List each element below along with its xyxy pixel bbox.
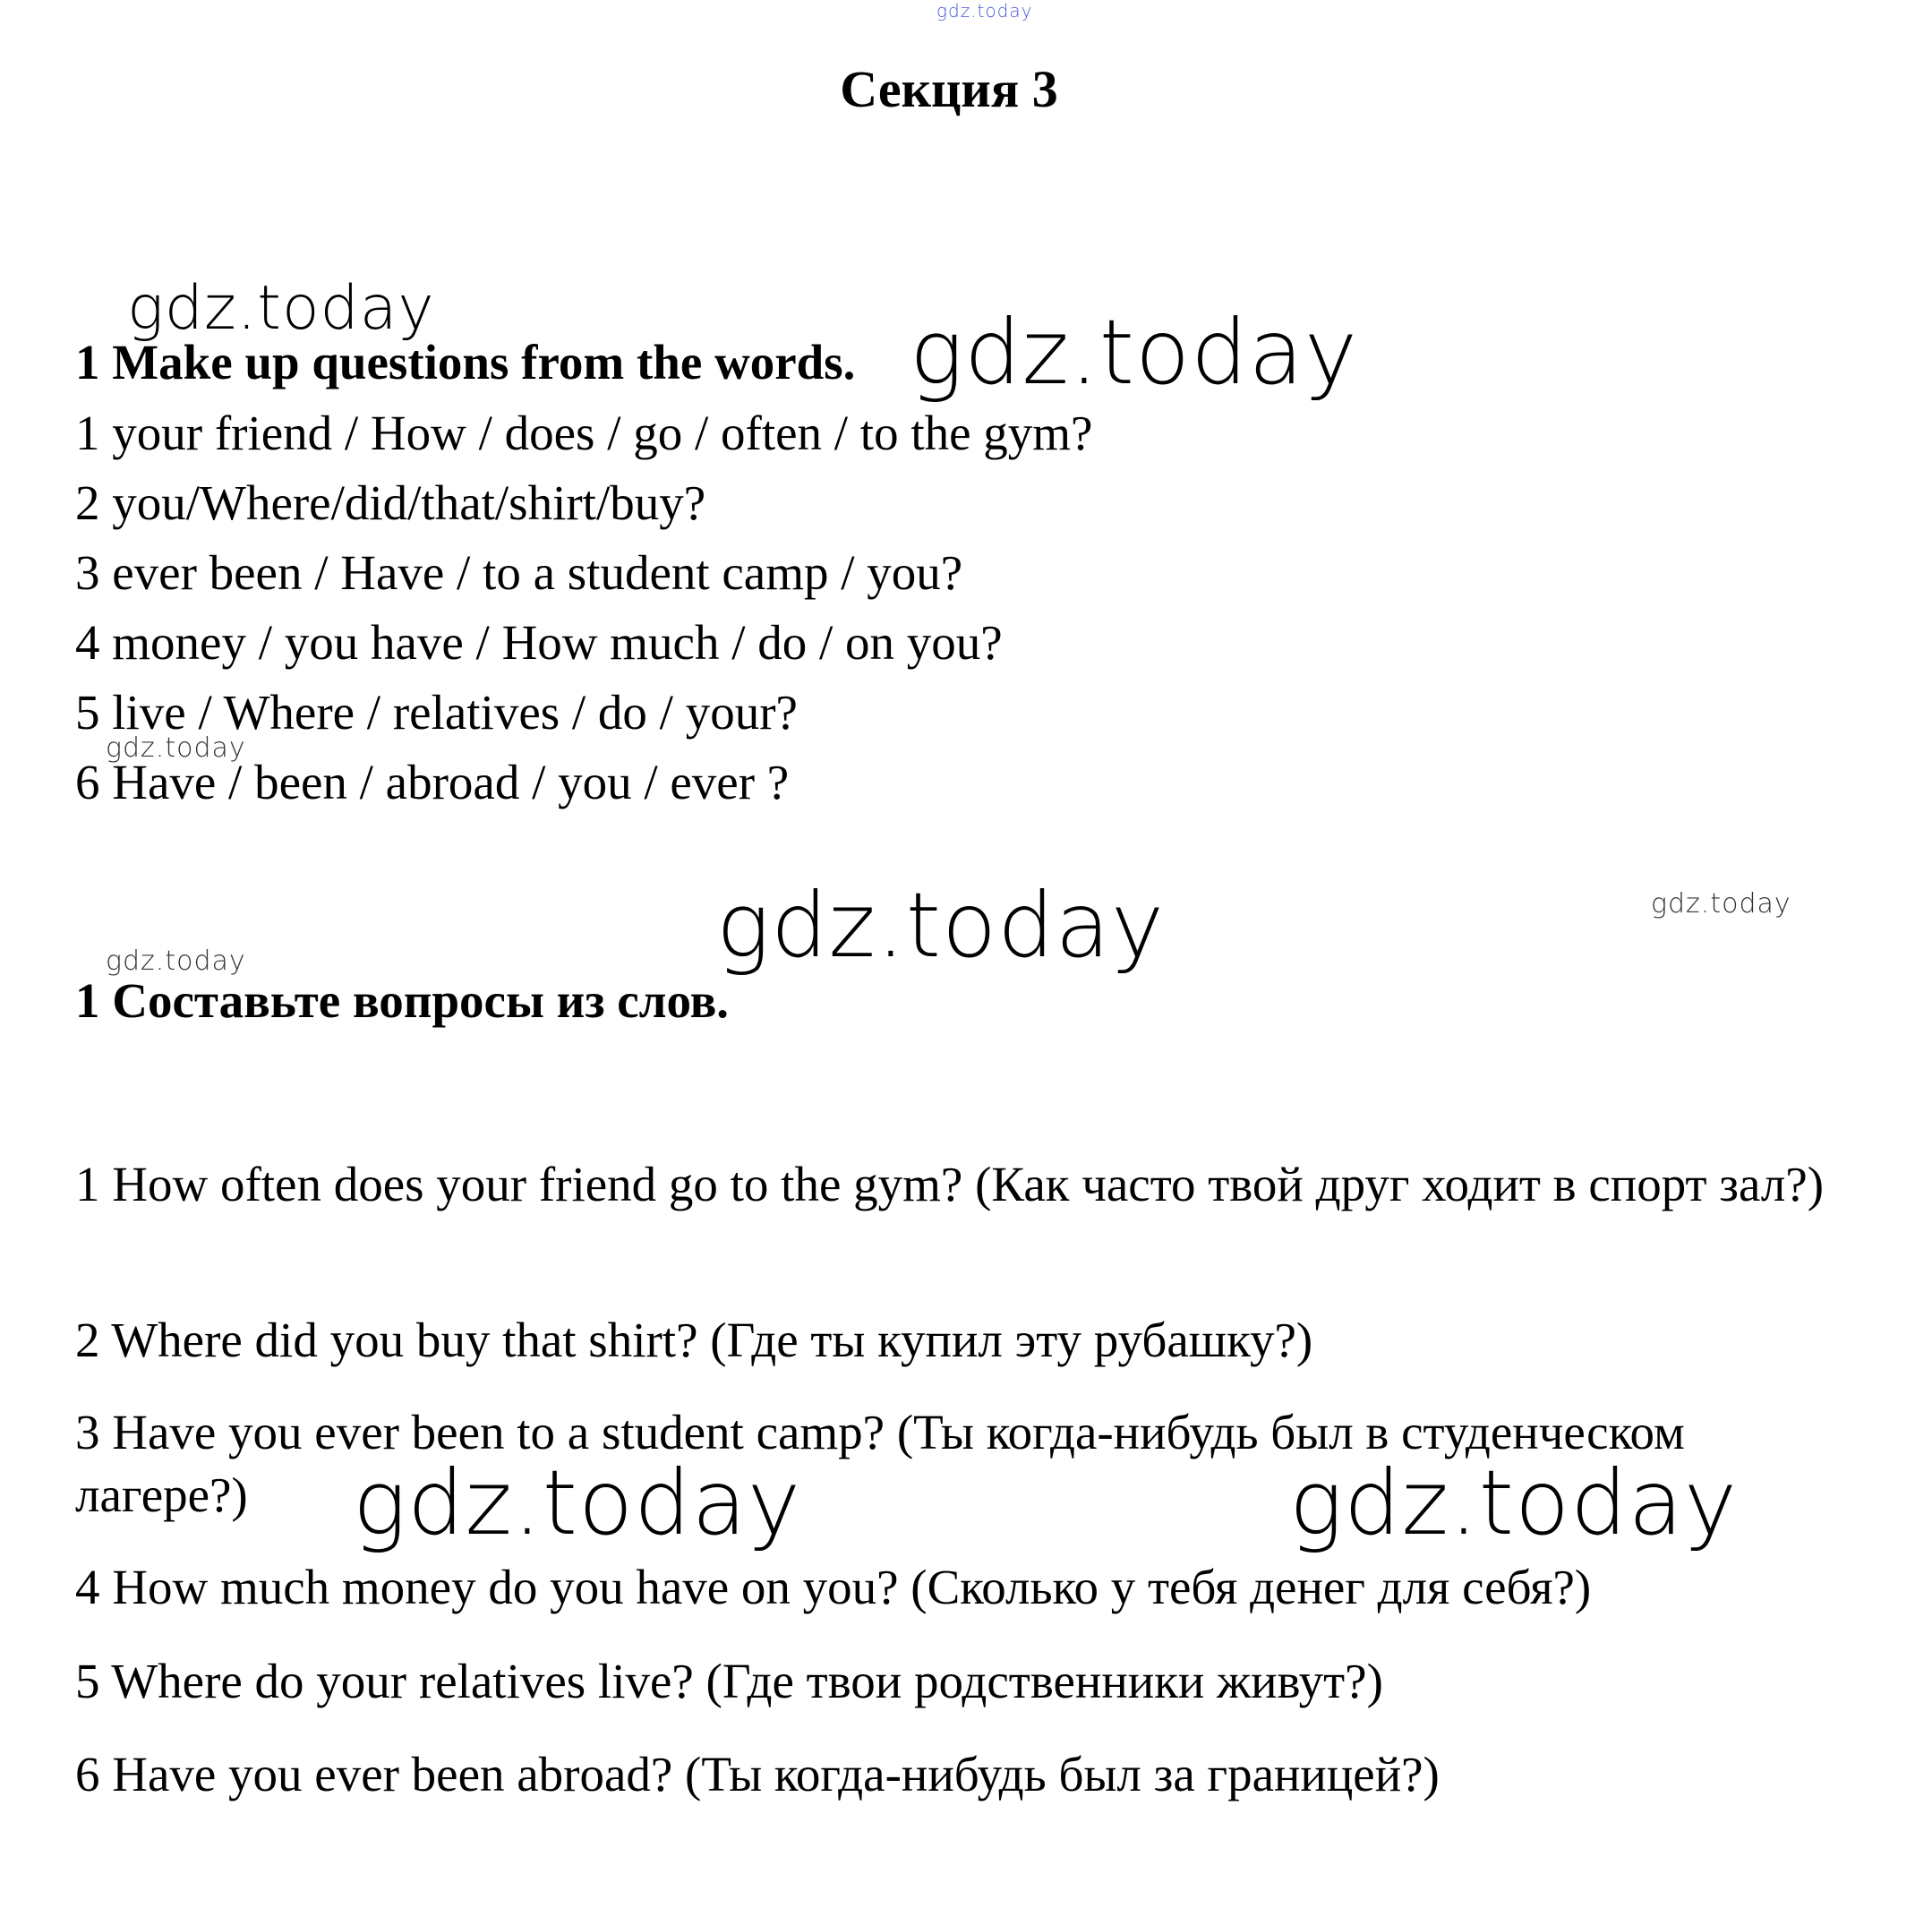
task-item-4: 4 money / you have / How much / do / on you? — [75, 615, 1003, 670]
answer-5: 5 Where do your relatives live? (Где твои родственники живут?) — [75, 1654, 1383, 1708]
task-item-2: 2 you/Where/did/that/shirt/buy? — [75, 475, 706, 530]
watermark-6: gdz.today — [106, 945, 246, 977]
answer-3: 3 Have you ever been to a student camp? (Ты когда-нибудь был в студенческом лагере?) — [75, 1405, 1685, 1522]
watermark-5: gdz.today — [1651, 888, 1791, 920]
watermark-top: gdz.today — [936, 0, 1033, 21]
task-item-1: 1 your friend / How / does / go / often / to the gym? — [75, 406, 1093, 460]
watermark-8: gdz.today — [1289, 1450, 1739, 1555]
watermark-7: gdz.today — [353, 1450, 802, 1555]
answer-4: 4 How much money do you have on you? (Сколько у тебя денег для себя?) — [75, 1560, 1592, 1614]
watermark-4: gdz.today — [716, 873, 1166, 978]
answer-2: 2 Where did you buy that shirt? (Где ты купил эту рубашку?) — [75, 1313, 1313, 1367]
answer-1: 1 How often does your friend go to the gym? (Как часто твой друг ходит в спорт зал?) — [75, 1157, 1825, 1211]
task-item-6: 6 Have / been / abroad / you / ever ? — [75, 755, 790, 809]
task-heading-ru: 1 Составьте вопросы из слов. — [75, 973, 730, 1028]
page-title: Секция 3 — [840, 60, 1058, 118]
watermark-2: gdz.today — [910, 300, 1359, 405]
task-item-5: 5 live / Where / relatives / do / your? — [75, 685, 798, 740]
answer-6: 6 Have you ever been abroad? (Ты когда-нибудь был за границей?) — [75, 1747, 1440, 1801]
task-item-3: 3 ever been / Have / to a student camp / you? — [75, 545, 963, 600]
watermark-1: gdz.today — [127, 273, 435, 344]
watermark-3: gdz.today — [106, 732, 246, 764]
task-heading-en: 1 Make up questions from the words. — [75, 335, 856, 389]
